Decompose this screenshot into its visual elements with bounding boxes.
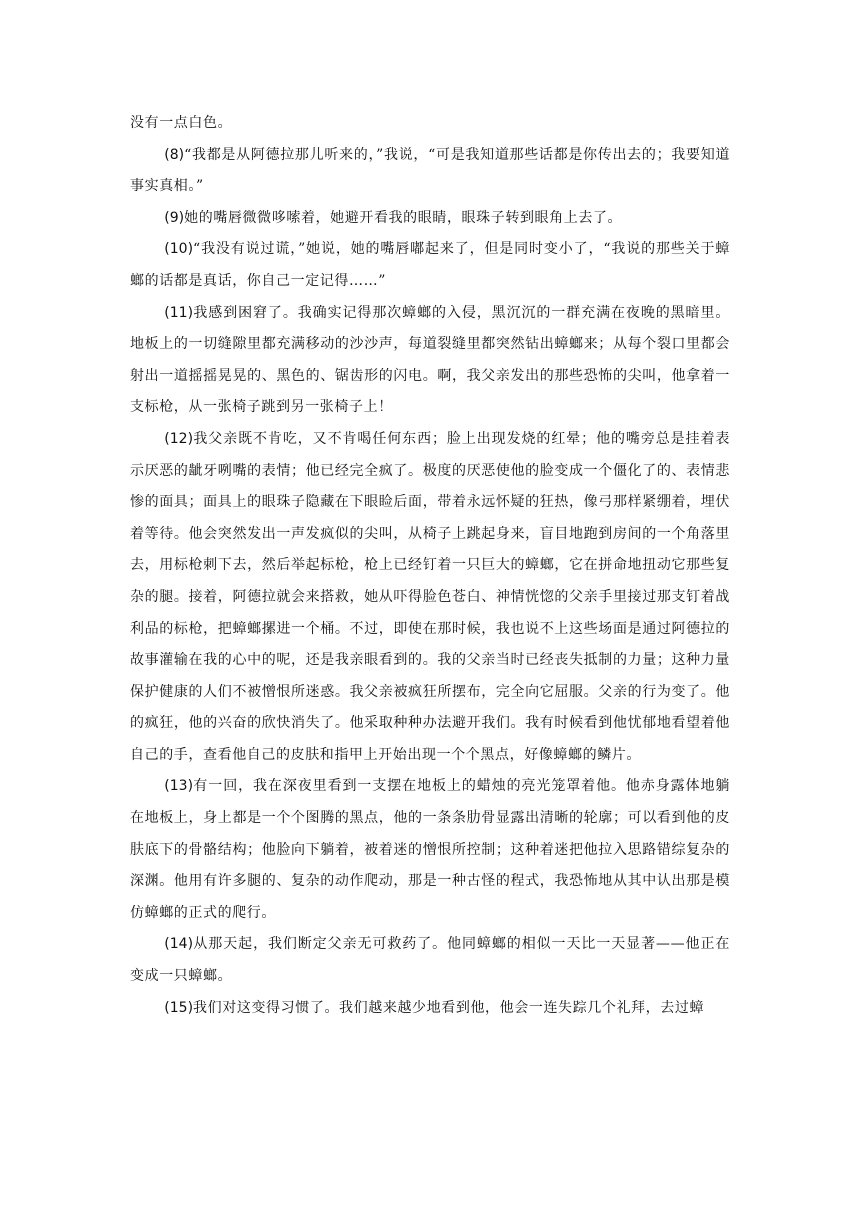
paragraph-text: “我都是从阿德拉那儿听来的，”我说，“可是我知道那些话都是你传出去的；我要知道事实真相。” [130,146,730,195]
paragraph-number: (14) [164,936,194,953]
paragraph-text: 我感到困窘了。我确实记得那次蟑螂的入侵，黑沉沉的一群充满在夜晚的黑暗里。地板上的一切缝隙里都充满移动的沙沙声，每道裂缝里都突然钻出蟑螂来；从每个裂口里都会射出一道摇摇晃晃的、黑色的、锯齿形的闪电。啊，我父亲发出的那些恐怖的尖叫，他拿着一支标枪，从一张椅子跳到另一张椅子上！ [130,304,730,416]
document-body [130,108,730,1024]
paragraph-number: (8) [164,146,185,163]
paragraph-13 [130,771,730,929]
paragraph-14 [130,929,730,992]
paragraph-9 [130,203,730,235]
paragraph-7-continuation [130,108,730,140]
paragraph-text: 她的嘴唇微微哆嗦着，她避开看我的眼睛，眼珠子转到眼角上去了。 [184,209,623,226]
paragraph-text: 有一回，我在深夜里看到一支摆在地板上的蜡烛的亮光笼罩着他。他赤身露体地躺在地板上，身上都是一个个图腾的黑点，他的一条条肋骨显露出清晰的轮廓；可以看到他的皮肤底下的骨骼结构；他脸向下躺着，被着迷的憎恨所控制；这种着迷把他拉入思路错综复杂的深渊。他用有许多腿的、复杂的动作爬动，那是一种古怪的程式，我恐怖地从其中认出那是模仿蟑螂的正式的爬行。 [130,778,730,921]
paragraph-text: 从那天起，我们断定父亲无可救药了。他同蟑螂的相似一天比一天显著——他正在变成一只蟑螂。 [130,936,730,985]
paragraph-10 [130,234,730,297]
paragraph-number: (15) [164,999,194,1016]
paragraph-text: 没有一点白色。 [130,115,233,131]
paragraph-number: (13) [164,778,194,795]
paragraph-number: (9) [164,209,185,226]
paragraph-8 [130,140,730,203]
paragraph-number: (10) [164,241,194,258]
paragraph-number: (11) [164,304,194,321]
paragraph-12 [130,424,730,772]
paragraph-text: “我没有说过谎，”她说，她的嘴唇嘟起来了，但是同时变小了，“我说的那些关于蟑螂的话都是真话，你自己一定记得……” [130,241,730,289]
paragraph-15 [130,993,730,1025]
paragraph-number: (12) [164,430,194,447]
paragraph-11 [130,298,730,424]
paragraph-text: 我们对这变得习惯了。我们越来越少地看到他，他会一连失踪几个礼拜，去过蟑 [193,999,705,1016]
paragraph-text: 我父亲既不肯吃，又不肯喝任何东西；脸上出现发烧的红晕；他的嘴旁总是挂着表示厌恶的龇牙咧嘴的表情；他已经完全疯了。极度的厌恶使他的脸变成一个僵化了的、表情悲惨的面具；面具上的眼珠子隐藏在下眼睑后面，带着永远怀疑的狂热，像弓那样紧绷着，埋伏着等待。他会突然发出一声发疯似的尖叫，从椅子上跳起身来，盲目地跑到房间的一个角落里去，用标枪刺下去，然后举起标枪，枪上已经钉着一只巨大的蟑螂，它在拼命地扭动它那些复杂的腿。接着，阿德拉就会来搭救，她从吓得脸色苍白、神情恍惚的父亲手里接过那支钉着战利品的标枪，把蟑螂摞进一个桶。不过，即使在那时候，我也说不上这些场面是通过阿德拉的故事灌输在我的心中的呢，还是我亲眼看到的。我的父亲当时已经丧失抵制的力量；这种力量保护健康的人们不被憎恨所迷惑。我父亲被疯狂所摆布，完全向它屈服。父亲的行为变了。他的疯狂，他的兴奋的欣快消失了。他采取种种办法避开我们。我有时候看到他忧郁地看望着他自己的手，查看他自己的皮肤和指甲上开始出现一个个黑点，好像蟑螂的鳞片。 [130,430,730,763]
